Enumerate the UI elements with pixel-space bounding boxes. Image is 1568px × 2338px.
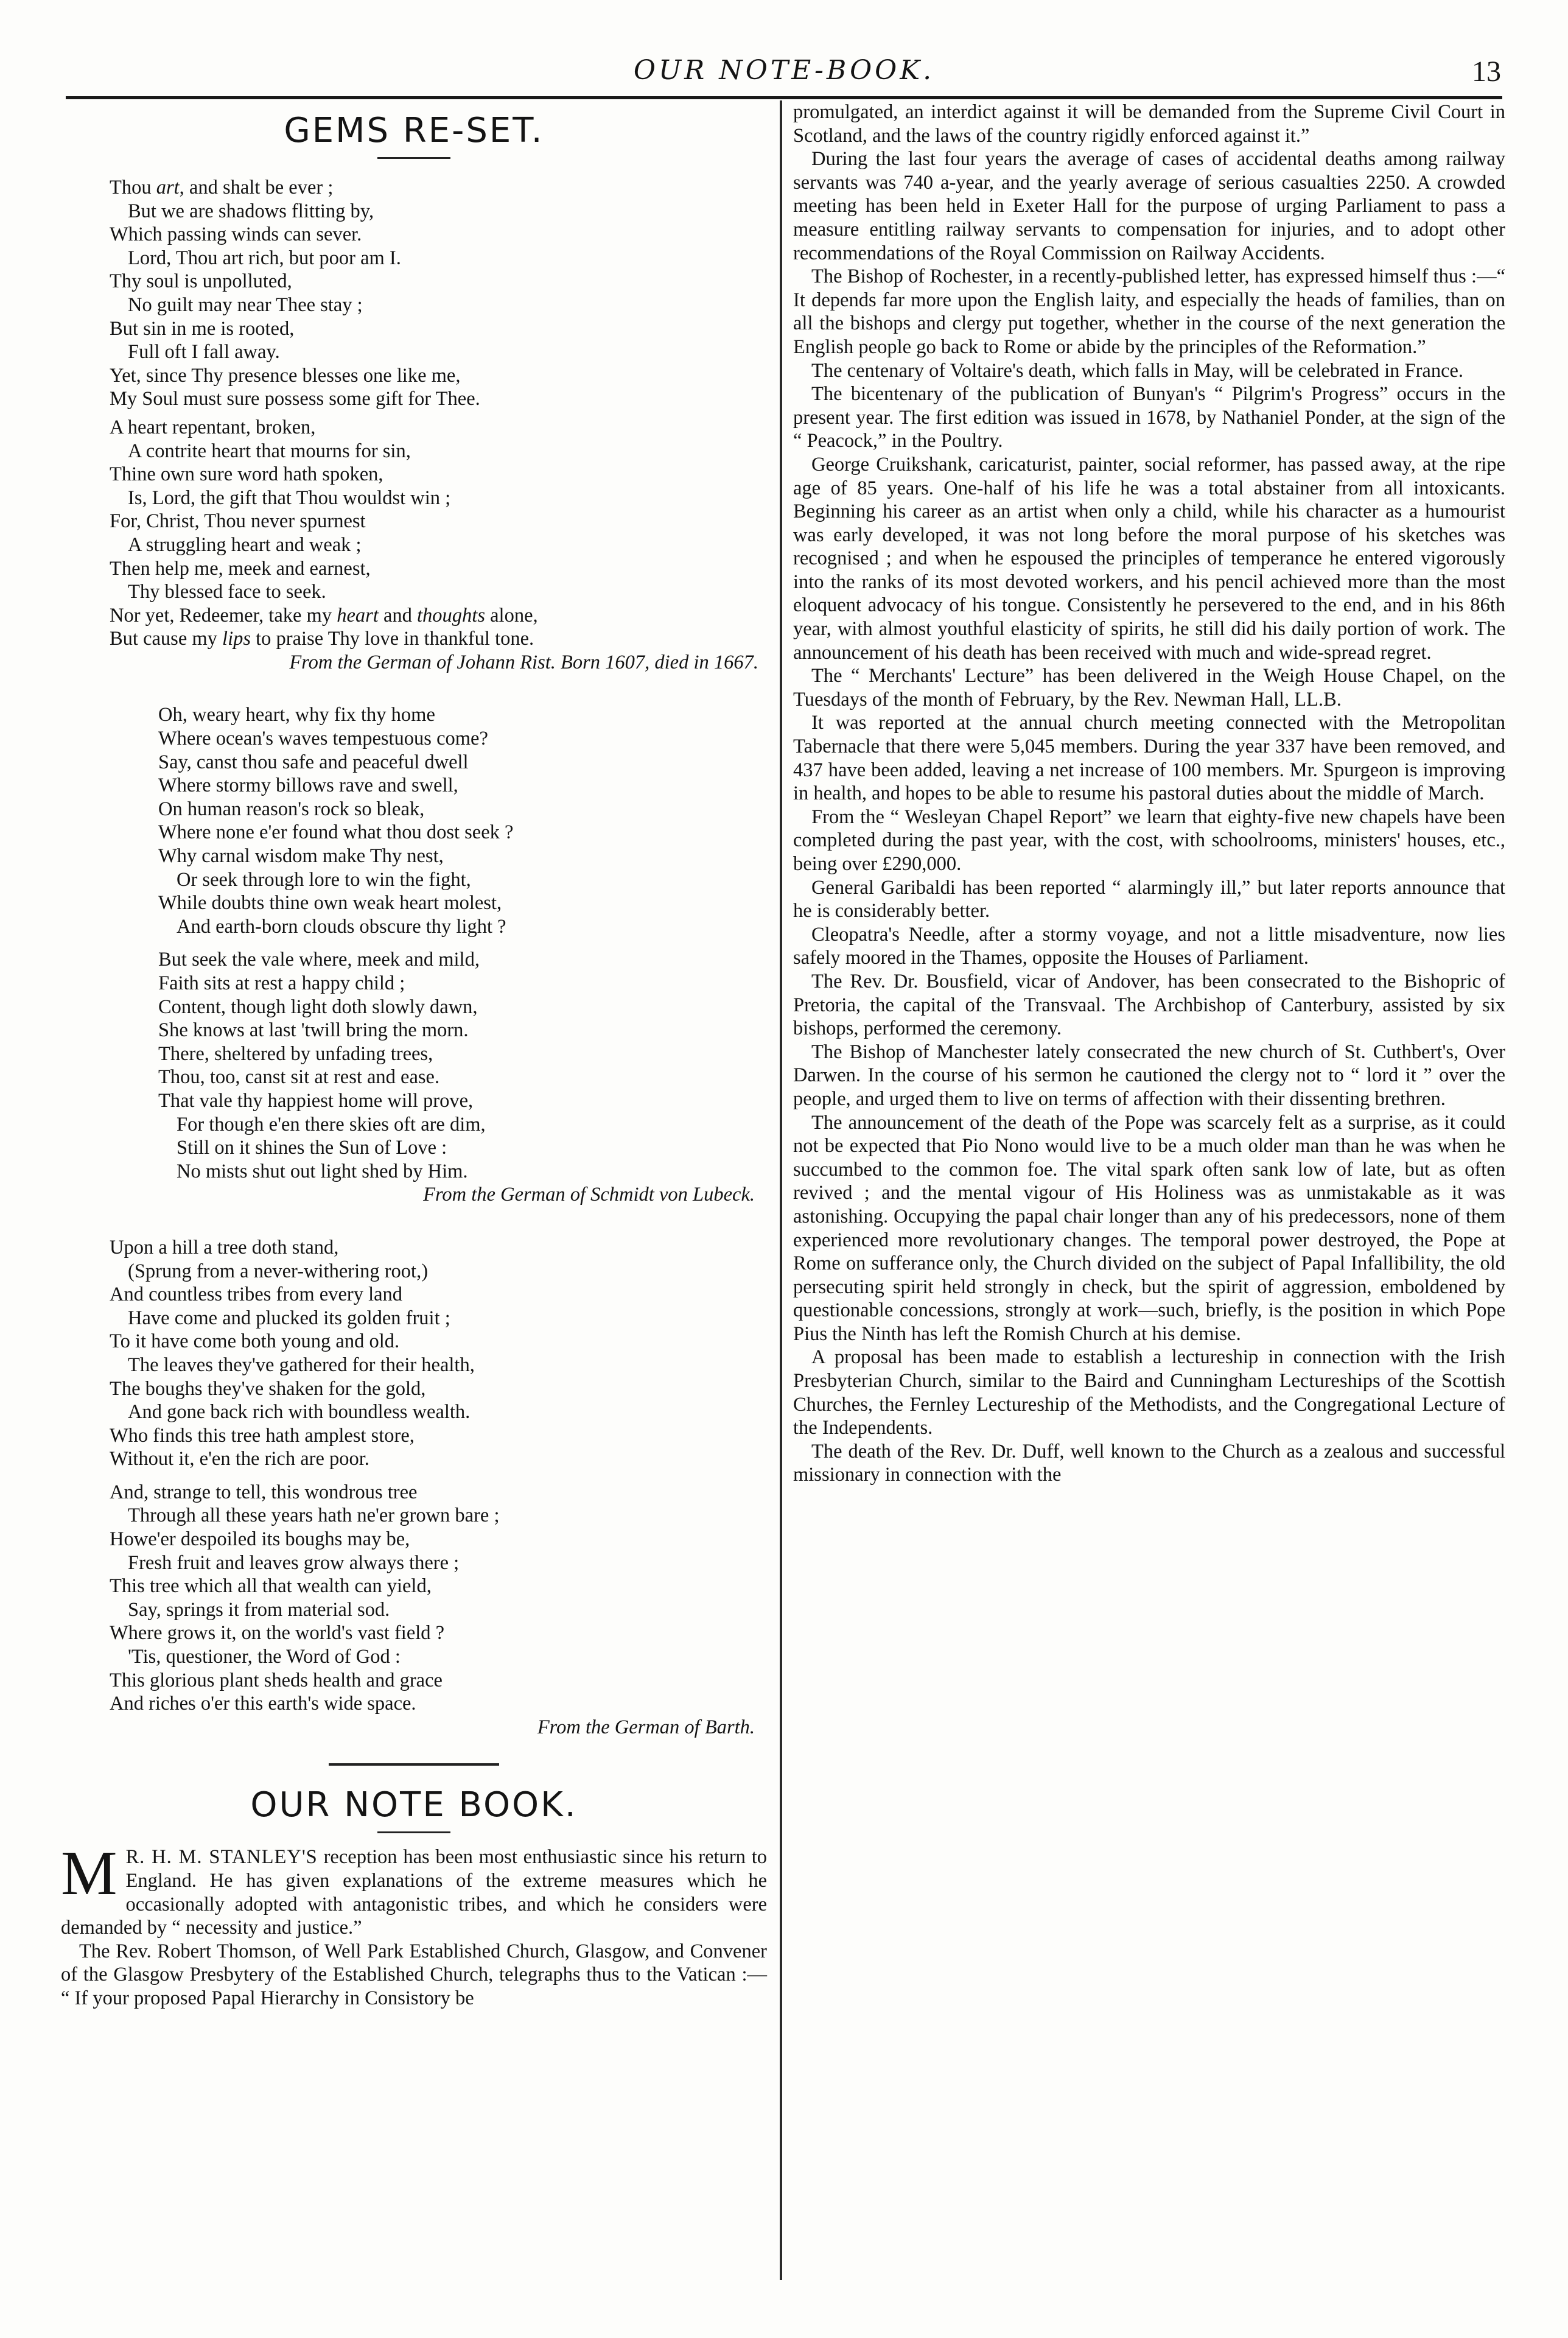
line-text: Then help me, meek and earnest, — [110, 557, 371, 580]
poem-stanza — [158, 948, 767, 1183]
poem-line: And countless tribes from every land — [110, 1283, 403, 1306]
paragraph-text: reception has been most enthusiastic since his return to England. He has given explanations of the extreme measures which he occasionally adopted with antagonistic tribes, and which he considers were demanded by “ necessity and justice.” — [61, 1846, 768, 1939]
poem-line — [110, 533, 767, 557]
poem-line: Say, canst thou safe and peaceful dwell — [158, 751, 469, 773]
poem-line — [110, 340, 767, 364]
poem-line — [110, 580, 767, 604]
poem-stanza — [158, 703, 767, 938]
poem-line: And gone back rich with boundless wealth. — [128, 1401, 471, 1424]
poem-line — [110, 627, 767, 651]
header-rule — [66, 96, 1502, 99]
news-paragraph: It was reported at the annual church meeting connected with the Metropolitan Tabernacle that there were 5,045 members. During the year 337 have been removed, and 437 have been added, leaving a net increase of 100 members. Mr. Spurgeon is improving in health, and hopes to be able to resume his pastoral duties about the middle of March. — [793, 712, 1505, 805]
line-text: , and shalt be ever ; — [179, 177, 334, 198]
notebook-paragraph — [61, 1838, 768, 1939]
line-text: A heart repentant, broken, — [110, 416, 316, 438]
line-text: No guilt may near Thee stay ; — [128, 293, 363, 316]
poem-line: Where none e'er found what thou dost seek ? — [158, 821, 514, 844]
running-head — [61, 55, 1507, 91]
news-paragraph: The centenary of Voltaire's death, which falls in May, will be celebrated in France. — [811, 359, 1464, 382]
poem-line: Who finds this tree hath amplest store, — [110, 1424, 415, 1447]
poem-line: Or seek through lore to win the fight, — [177, 868, 471, 891]
running-title: OUR NOTE-BOOK. — [633, 55, 935, 86]
poem-line: Say, springs it from material sod. — [128, 1598, 390, 1621]
right-column — [793, 100, 1505, 2305]
notebook-paragraph: The Rev. Robert Thomson, of Well Park Established Church, Glasgow, and Convener of the Glasgow Presbytery of the Established Church, telegraphs thus to the Vatican :— “ If your proposed Papal Hierarchy in Consistory be — [61, 1940, 767, 2009]
poem-barth — [61, 1236, 767, 1716]
poem-line — [110, 270, 767, 293]
poem-attribution: From the German of Johann Rist. Born 1607, died in 1667. — [289, 651, 758, 673]
line-text: Thou — [110, 177, 156, 198]
poem-line: This tree which all that wealth can yield, — [110, 1575, 432, 1598]
poem-line: And riches o'er this earth's wide space. — [110, 1693, 416, 1715]
line-text: But we are shadows flitting by, — [128, 200, 374, 222]
line-text: A contrite heart that mourns for sin, — [128, 440, 411, 462]
poem-line — [110, 247, 767, 270]
news-paragraph: The death of the Rev. Dr. Duff, well known to the Church as a zealous and successful missionary in connection with the — [793, 1440, 1505, 1486]
poem-line — [110, 604, 767, 628]
news-paragraph: Cleopatra's Needle, after a stormy voyage, and not a little misadventure, now lies safely moored in the Thames, opposite the Houses of Parliament. — [793, 923, 1505, 969]
poem-line: There, sheltered by unfading trees, — [158, 1042, 433, 1065]
poem-line — [110, 416, 767, 440]
poem-line: Have come and plucked its golden fruit ; — [128, 1307, 450, 1329]
notebook-title: OUR NOTE BOOK. — [250, 1785, 578, 1825]
line-text: My Soul must sure possess some gift for Thee. — [110, 388, 480, 410]
column-rule — [780, 100, 782, 2280]
poem-line — [110, 200, 767, 223]
poem-line: For though e'en there skies oft are dim, — [177, 1113, 486, 1136]
emphasis-text: thoughts — [417, 604, 485, 627]
line-text: Full oft I fall away. — [128, 341, 280, 363]
emphasis-text: art — [156, 177, 180, 198]
poem-line: But seek the vale where, meek and mild, — [158, 949, 480, 971]
drop-cap: M — [61, 1838, 117, 1909]
poem-line — [110, 293, 767, 317]
poem-stanza — [110, 1481, 767, 1716]
poem-line: Howe'er despoiled its boughs may be, — [110, 1528, 410, 1551]
poem-line — [110, 387, 767, 411]
poem-line: Content, though light doth slowly dawn, — [158, 995, 478, 1018]
news-paragraph: During the last four years the average of cases of accidental deaths among railway servants was 740 a-year, and the yearly average of serious casualties 2250. A crowded meeting has been held in Exeter Hall for the purpose of urging Parliament to pass a measure entitling railway servants to compensation for injuries, and to adopt other recommendations of the Royal Commission on Railway Accidents. — [793, 148, 1505, 264]
poem-line: Why carnal wisdom make Thy nest, — [158, 845, 444, 868]
poem-line: No mists shut out light shed by Him. — [177, 1160, 468, 1182]
poem-line: That vale thy happiest home will prove, — [158, 1089, 474, 1112]
news-paragraph: George Cruikshank, caricaturist, painter, social reformer, has passed away, at the ripe age of 85 years. One-half of his life he was a total abstainer from all intoxicants. Beginning his career as an artist when only a child, while his character as a humourist was early developed, it was not long before the moral purpose of his sketches was recognised ; and when he espoused the principles of temperance he entered vigorously into the ranks of its most devoted workers, and his pencil achieved more than the most eloquent advocacy of his tongue. Consistently he persevered to the end, and in his 86th year, with almost youthful elasticity of spirits, he still did his daily portion of work. The announcement of his death has been received with much and wide-spread regret. — [793, 453, 1505, 664]
poem-line: Where ocean's waves tempestuous come? — [158, 728, 488, 750]
poem-line: Fresh fruit and leaves grow always there ; — [128, 1551, 460, 1574]
news-paragraph: The bicentenary of the publication of Bunyan's “ Pilgrim's Progress” occurs in the present year. The first edition was issued in 1678, by Nathaniel Ponder, at the sign of the “ Peacock,” in the Poultry. — [793, 383, 1505, 452]
poem-rist — [61, 176, 767, 651]
news-paragraph: The Rev. Dr. Bousfield, vicar of Andover, has been consecrated to the Bishopric of Pretoria, the capital of the Transvaal. The Archbishop of Canterbury, assisted by six bishops, performed the ceremony. — [793, 970, 1505, 1040]
poem-attribution: From the German of Schmidt von Lubeck. — [423, 1184, 755, 1206]
poem-line: Where stormy billows rave and swell, — [158, 774, 458, 797]
poem-line: This glorious plant sheds health and grace — [110, 1669, 443, 1691]
poem-line: Upon a hill a tree doth stand, — [110, 1236, 339, 1259]
news-paragraph: The Bishop of Rochester, in a recently-published letter, has expressed himself thus :—“ It depends far more upon the English laity, and especially the heads of families, than on all the bishops and clergy put together, whether in the course of the next generation the English people go back to Rome or abide by the principles of the Reformation.” — [793, 265, 1505, 358]
poem-line — [110, 486, 767, 510]
poem-line: Thou, too, canst sit at rest and ease. — [158, 1066, 440, 1089]
line-text: But cause my — [110, 628, 223, 650]
poem-schmidt — [61, 703, 767, 1183]
page-number: 13 — [1472, 55, 1501, 88]
poem-line: Faith sits at rest a happy child ; — [158, 972, 405, 994]
emphasis-text: heart — [337, 604, 379, 627]
news-paragraph: From the “ Wesleyan Chapel Report” we learn that eighty-five new chapels have been completed during the past year, with the cost, with schoolrooms, ministers' houses, etc., being over £290,000. — [793, 806, 1505, 875]
poem-line: (Sprung from a never-withering root,) — [128, 1260, 429, 1282]
poem-line: 'Tis, questioner, the Word of God : — [128, 1646, 401, 1668]
left-column — [61, 102, 767, 2306]
poem-line: And, strange to tell, this wondrous tree — [110, 1481, 418, 1503]
news-paragraph: The Bishop of Manchester lately consecrated the new church of St. Cuthbert's, Over Darwen. In the course of his sermon he cautioned the clergy not to “ lord it ” over the people, and urged them to live on terms of affection with their dissenting brethren. — [793, 1041, 1505, 1110]
section-rule — [329, 1763, 499, 1766]
poem-stanza — [110, 416, 767, 651]
title-rule — [377, 1831, 450, 1833]
lead-in: R. H. M. STANLEY'S — [125, 1846, 318, 1869]
news-paragraph: A proposal has been made to establish a lectureship in connection with the Irish Presbyterian Church, similar to the Baird and Cunningham Lectureships of the Scottish Churches, the Fernley Lectureship of the Methodists, and the Congregational Lecture of the Independents. — [793, 1346, 1505, 1439]
poem-line — [110, 317, 767, 341]
poem-line — [110, 510, 767, 533]
line-text: Thy soul is unpolluted, — [110, 270, 292, 293]
line-text: For, Christ, Thou never spurnest — [110, 510, 366, 533]
poem-attribution: From the German of Barth. — [537, 1716, 755, 1738]
line-text: But sin in me is rooted, — [110, 317, 295, 340]
emphasis-text: lips — [222, 628, 251, 650]
news-paragraph: promulgated, an interdict against it will be demanded from the Supreme Civil Court in Scotland, and the laws of the country rigidly enforced against it.” — [793, 101, 1505, 147]
poem-line: Through all these years hath ne'er grown bare ; — [128, 1504, 500, 1527]
news-paragraph: General Garibaldi has been reported “ alarmingly ill,” but later reports announce that he is considerably better. — [793, 876, 1505, 922]
poem-line: Without it, e'en the rich are poor. — [110, 1448, 369, 1470]
poem-line — [110, 463, 767, 486]
poem-line: On human reason's rock so bleak, — [158, 798, 425, 820]
news-paragraph: The “ Merchants' Lecture” has been delivered in the Weigh House Chapel, on the Tuesdays of the month of February, by the Rev. Newman Hall, LL.B. — [793, 665, 1505, 711]
poem-line — [110, 364, 767, 388]
line-text: Yet, since Thy presence blesses one like me, — [110, 364, 461, 387]
line-text: to praise Thy love in thankful tone. — [251, 628, 534, 650]
poem-line: And earth-born clouds obscure thy light ? — [177, 915, 506, 938]
poem-line: Still on it shines the Sun of Love : — [177, 1137, 447, 1159]
poem-stanza — [110, 176, 767, 411]
poem-line: She knows at last 'twill bring the morn. — [158, 1019, 469, 1042]
poem-line: The leaves they've gathered for their health, — [128, 1353, 475, 1376]
gems-title: GEMS RE-SET. — [284, 111, 544, 150]
poem-line: To it have come both young and old. — [110, 1330, 400, 1353]
line-text: Is, Lord, the gift that Thou wouldst win ; — [128, 486, 451, 509]
poem-line: Where grows it, on the world's vast field ? — [110, 1622, 445, 1645]
line-text: alone, — [485, 604, 538, 627]
line-text: Lord, Thou art rich, but poor am I. — [128, 247, 401, 269]
poem-line: Oh, weary heart, why fix thy home — [158, 704, 435, 726]
line-text: Thine own sure word hath spoken, — [110, 463, 383, 486]
title-rule — [377, 157, 450, 159]
poem-line: The boughs they've shaken for the gold, — [110, 1377, 426, 1400]
line-text: Nor yet, Redeemer, take my — [110, 604, 337, 627]
poem-line — [110, 223, 767, 247]
line-text: Thy blessed face to seek. — [128, 581, 326, 603]
poem-line — [110, 440, 767, 463]
news-paragraph: The announcement of the death of the Pope was scarcely felt as a surprise, as it could not be expected that Pio Nono would live to be a much older man than he was when he succumbed to the common foe. The vital spark often sank low of late, but as often revived ; and the mental vigour of His Holiness was as unmistakable as it was astonishing. Occupying the papal chair longer than any of his predecessors, none of them experienced more revolutionary changes. The temporal power destroyed, the Pope at Rome on sufferance only, the Church divided on the subject of Papal Infallibility, the old persecuting spirit held strongly in check, but the spirit of aggression, emboldened by questionable concessions, strongly at work—such, briefly, is the position in which Pope Pius the Ninth has left the Romish Church at his demise. — [793, 1111, 1505, 1345]
poem-line — [110, 557, 767, 581]
line-text: Which passing winds can sever. — [110, 223, 362, 246]
line-text: and — [378, 604, 418, 627]
poem-line — [110, 176, 767, 200]
poem-stanza — [110, 1236, 767, 1471]
poem-line: While doubts thine own weak heart molest, — [158, 892, 502, 914]
line-text: A struggling heart and weak ; — [128, 533, 362, 556]
